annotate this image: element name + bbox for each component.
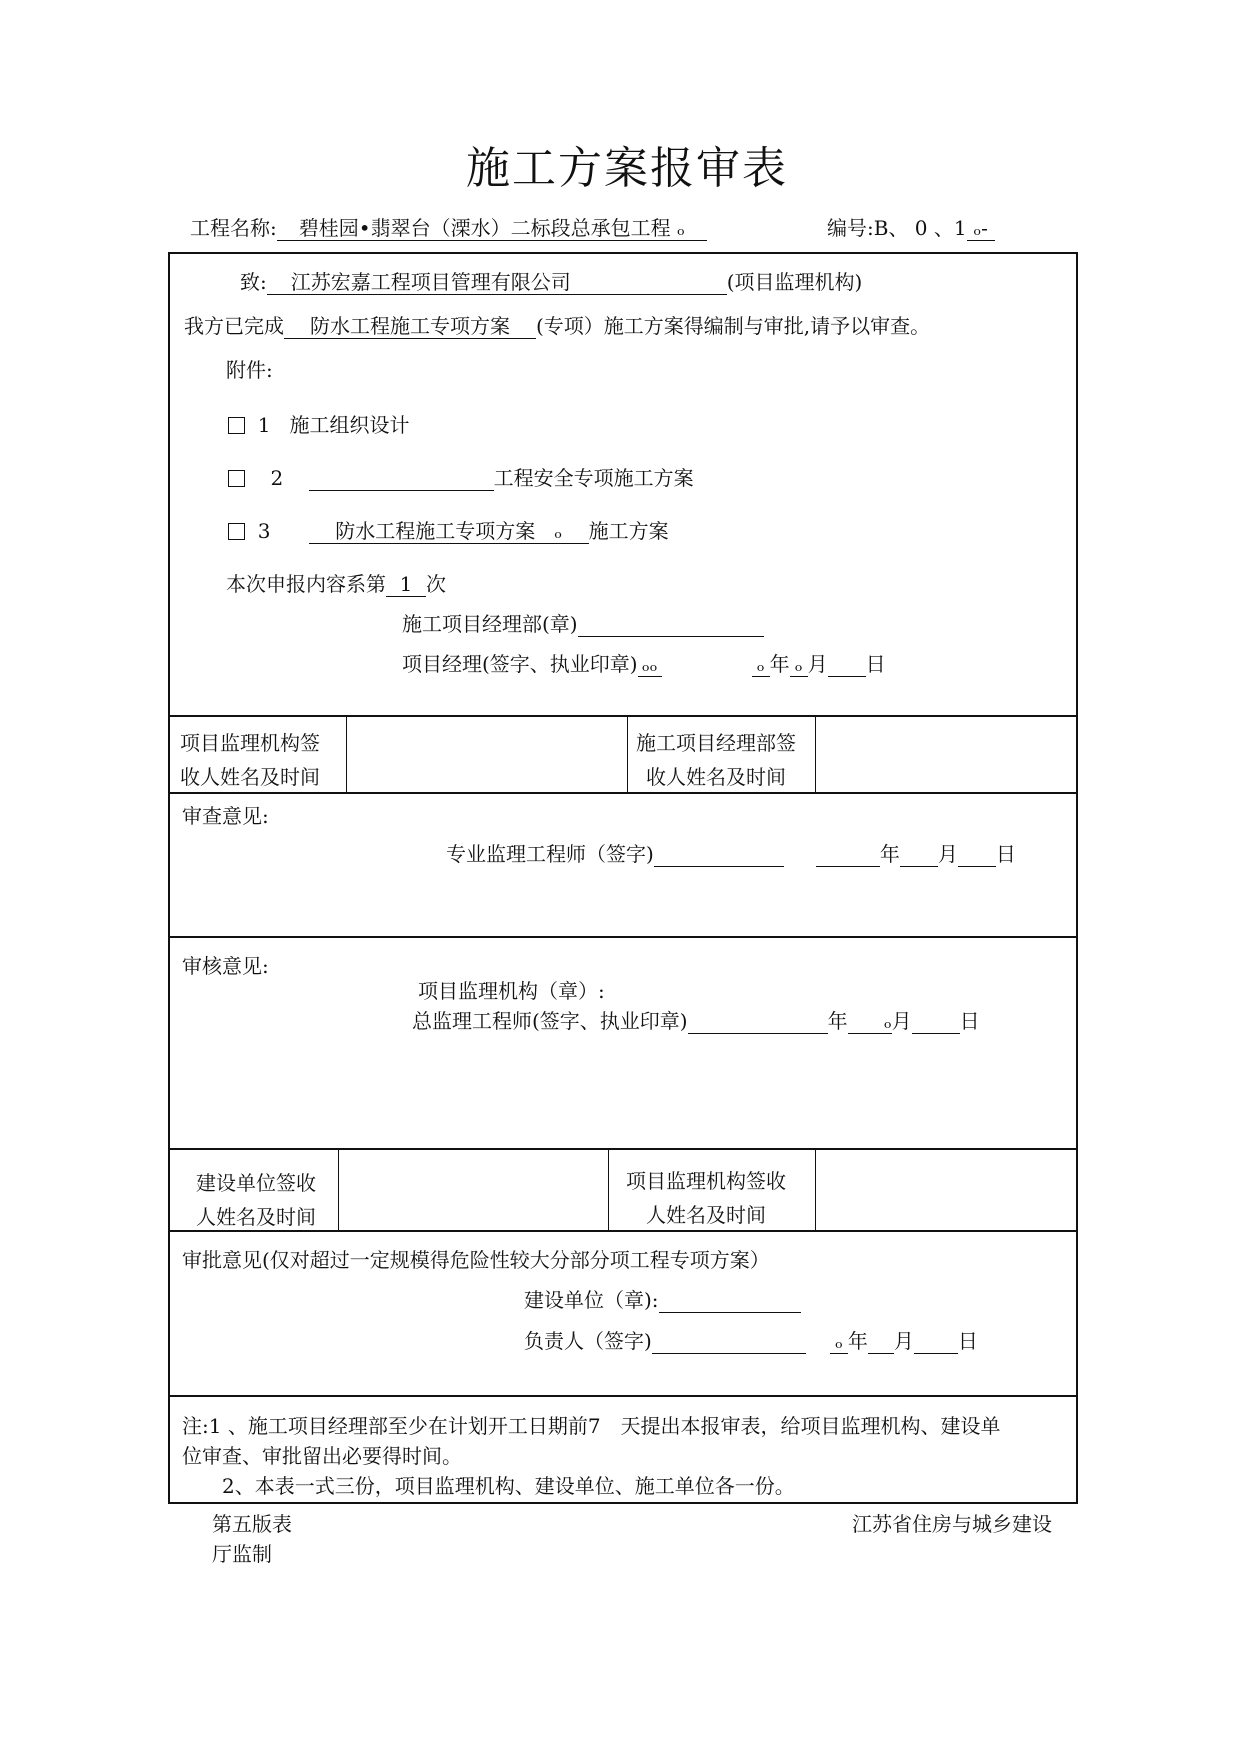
attachment-item-1 bbox=[228, 409, 410, 438]
chief-label: 总监理工程师(签字、执业印章) bbox=[412, 1009, 688, 1033]
approval-unit-row bbox=[524, 1284, 801, 1313]
month-label: 月 bbox=[937, 842, 958, 866]
item3-mark: ₒ bbox=[554, 519, 562, 543]
cell-border bbox=[815, 1149, 816, 1230]
to-label: 致: bbox=[240, 270, 267, 294]
footer-edition: 第五版表 bbox=[212, 1512, 292, 1536]
statement-suffix: (专项）施工方案得编制与审批,请予以审查。 bbox=[536, 314, 931, 338]
divider bbox=[168, 1148, 1078, 1150]
item2-blank[interactable] bbox=[309, 466, 494, 491]
year-label: 年 bbox=[847, 1329, 868, 1353]
day-field[interactable] bbox=[828, 652, 866, 677]
project-label: 工程名称: bbox=[190, 216, 277, 240]
manager-sign-field[interactable]: ₒₒ bbox=[638, 652, 662, 677]
manager-label: 项目经理(签字、执业印章) bbox=[402, 652, 638, 676]
checkbox-2[interactable] bbox=[228, 470, 245, 487]
chief-sign-field[interactable] bbox=[688, 1009, 828, 1034]
checkbox-1[interactable] bbox=[228, 417, 245, 434]
day-field[interactable] bbox=[958, 842, 996, 867]
supervisor-receipt-label-2 bbox=[626, 1164, 786, 1232]
number-label: 编号:B、 0 、1 bbox=[827, 216, 967, 240]
cell-border bbox=[346, 716, 347, 792]
engineer-sign-field[interactable] bbox=[654, 842, 784, 867]
checkbox-3[interactable] bbox=[228, 523, 245, 540]
owner-receipt-label bbox=[196, 1166, 316, 1234]
item-text: 施工方案 bbox=[588, 519, 669, 543]
label-line: 项目监理机构签收 bbox=[626, 1169, 786, 1193]
divider bbox=[168, 715, 1078, 717]
person-label: 负责人（签字) bbox=[524, 1329, 652, 1353]
engineer-label: 专业监理工程师（签字) bbox=[446, 842, 654, 866]
note-line-2: 位审查、审批留出必要得时间。 bbox=[182, 1444, 462, 1468]
year-label: 年 bbox=[827, 1009, 848, 1033]
item-number: 2 bbox=[270, 466, 284, 490]
attachment-item-2 bbox=[228, 462, 694, 491]
month-label: 月 bbox=[893, 1329, 914, 1353]
supervisor-receipt-field-2[interactable] bbox=[820, 1152, 1070, 1228]
project-mark: ₒ bbox=[676, 216, 685, 240]
person-sign-field[interactable] bbox=[652, 1329, 806, 1354]
project-name-value: 碧桂园•翡翠台（溧水）二标段总承包工程 bbox=[298, 216, 671, 240]
day-label: 日 bbox=[995, 842, 1016, 866]
month-label: 月 bbox=[891, 1009, 912, 1033]
item3-field[interactable] bbox=[309, 519, 589, 544]
supervisor-receipt-label bbox=[180, 726, 320, 794]
audit-org-label: 项目监理机构（章）: bbox=[418, 979, 605, 1003]
item-text: 工程安全专项施工方案 bbox=[493, 466, 694, 490]
year-label: 年 bbox=[879, 842, 900, 866]
audit-label: 审核意见: bbox=[182, 954, 269, 978]
statement-prefix: 我方已完成 bbox=[184, 314, 284, 338]
day-field[interactable] bbox=[914, 1329, 958, 1354]
times-field[interactable]: 1 bbox=[386, 572, 426, 597]
contractor-receipt-field[interactable] bbox=[820, 720, 1070, 790]
footer-supervised: 厅监制 bbox=[212, 1542, 272, 1566]
scheme-name-field[interactable]: 防水工程施工专项方案 bbox=[284, 314, 536, 339]
to-suffix: (项目监理机构) bbox=[726, 270, 863, 294]
year-label: 年 bbox=[769, 652, 790, 676]
addressee-row bbox=[240, 266, 862, 295]
contractor-receipt-label bbox=[636, 726, 796, 794]
addressee-field[interactable]: 江苏宏嘉工程项目管理有限公司 bbox=[267, 270, 727, 295]
item-number: 1 bbox=[257, 413, 271, 437]
note-line-1: 注:1 、施工项目经理部至少在计划开工日期前7 天提出本报审表，给项目监理机构、建设单 bbox=[182, 1414, 1001, 1438]
label-line: 人姓名及时间 bbox=[196, 1205, 316, 1229]
review-sign-row bbox=[446, 838, 1016, 867]
number-tail: ₒ- bbox=[967, 216, 995, 241]
approval-sign-row bbox=[524, 1325, 978, 1354]
attachments-label: 附件: bbox=[226, 358, 273, 382]
label-line: 项目监理机构签 bbox=[180, 731, 320, 755]
manager-sign-row bbox=[402, 648, 886, 677]
attachment-item-3 bbox=[228, 515, 669, 544]
dept-label: 施工项目经理部(章) bbox=[402, 612, 578, 636]
day-field[interactable] bbox=[912, 1009, 960, 1034]
year-field[interactable] bbox=[816, 842, 880, 867]
supervisor-receipt-field[interactable] bbox=[350, 720, 625, 790]
approval-label: 审批意见(仅对超过一定规模得危险性较大分部分项工程专项方案） bbox=[182, 1248, 770, 1272]
note-line-3: 2、本表一式三份，项目监理机构、建设单位、施工单位各一份。 bbox=[222, 1474, 795, 1498]
label-line: 人姓名及时间 bbox=[646, 1203, 766, 1227]
divider bbox=[168, 1395, 1078, 1397]
owner-receipt-field[interactable] bbox=[342, 1152, 606, 1228]
day-label: 日 bbox=[957, 1329, 978, 1353]
statement-row bbox=[184, 310, 930, 339]
times-suffix: 次 bbox=[426, 572, 446, 596]
project-name-row bbox=[190, 212, 707, 241]
divider bbox=[168, 936, 1078, 938]
submission-count-row bbox=[226, 568, 446, 597]
month-field[interactable]: ₒ bbox=[848, 1009, 892, 1034]
project-name-field bbox=[277, 216, 707, 241]
item-text: 施工组织设计 bbox=[289, 413, 410, 437]
review-label: 审查意见: bbox=[182, 804, 269, 828]
form-number bbox=[827, 212, 995, 241]
cell-border bbox=[815, 716, 816, 792]
dept-seal-field[interactable] bbox=[578, 612, 764, 637]
month-field[interactable]: ₒ bbox=[790, 652, 808, 677]
cell-border bbox=[608, 1149, 609, 1230]
label-line: 施工项目经理部签 bbox=[636, 731, 796, 755]
year-field[interactable]: ₒ bbox=[830, 1329, 848, 1354]
unit-seal-field[interactable] bbox=[659, 1288, 801, 1313]
unit-label: 建设单位（章): bbox=[524, 1288, 659, 1312]
item3-value: 防水工程施工专项方案 bbox=[335, 519, 536, 543]
footer-issuer: 江苏省住房与城乡建设 bbox=[852, 1512, 1052, 1536]
month-field[interactable] bbox=[868, 1329, 894, 1354]
month-field[interactable] bbox=[900, 842, 938, 867]
dept-seal-row bbox=[402, 608, 764, 637]
day-label: 日 bbox=[959, 1009, 980, 1033]
audit-sign-row bbox=[412, 1005, 980, 1034]
page-title: 施工方案报审表 bbox=[466, 143, 788, 194]
cell-border bbox=[627, 716, 628, 792]
item-number: 3 bbox=[257, 519, 271, 543]
year-field[interactable]: ₒ bbox=[752, 652, 770, 677]
form-table bbox=[168, 252, 1078, 1504]
cell-border bbox=[338, 1149, 339, 1230]
label-line: 收人姓名及时间 bbox=[180, 765, 320, 789]
times-prefix: 本次申报内容系第 bbox=[226, 572, 386, 596]
month-label: 月 bbox=[807, 652, 828, 676]
label-line: 收人姓名及时间 bbox=[646, 765, 786, 789]
day-label: 日 bbox=[865, 652, 886, 676]
label-line: 建设单位签收 bbox=[196, 1171, 316, 1195]
